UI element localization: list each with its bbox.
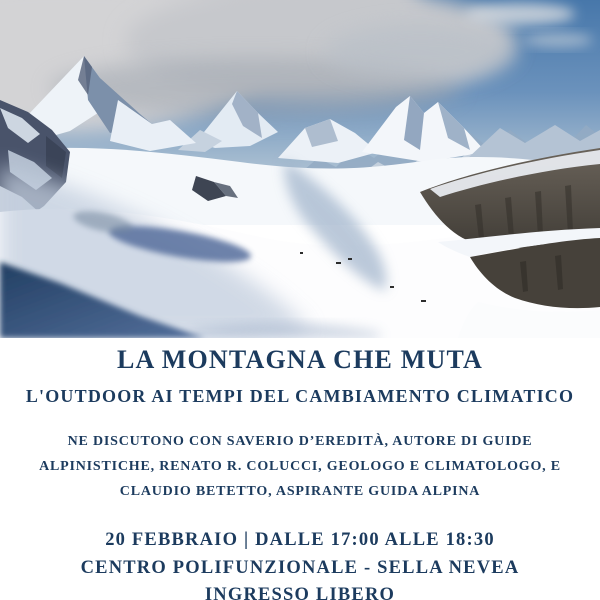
event-details xyxy=(0,527,600,600)
event-admission: INGRESSO LIBERO xyxy=(204,585,396,600)
poster-title: LA MONTAGNA CHE MUTA xyxy=(116,345,484,374)
speakers-line-1: NE DISCUTONO CON SAVERIO D’EREDITÀ, AUTORE DI GUIDE xyxy=(67,434,533,449)
event-venue: CENTRO POLIFUNZIONALE - SELLA NEVEA xyxy=(80,557,520,578)
event-date-time: 20 FEBBRAIO | DALLE 17:00 ALLE 18:30 xyxy=(105,530,495,550)
speakers-line-3: CLAUDIO BETETTO, ASPIRANTE GUIDA ALPINA xyxy=(119,484,481,499)
speakers-description xyxy=(0,429,600,504)
speakers-line-2: ALPINISTICHE, RENATO R. COLUCCI, GEOLOGO E CLIMATOLOGO, E xyxy=(39,459,561,474)
poster-subtitle: L'OUTDOOR AI TEMPI DEL CAMBIAMENTO CLIMATICO xyxy=(25,386,575,406)
